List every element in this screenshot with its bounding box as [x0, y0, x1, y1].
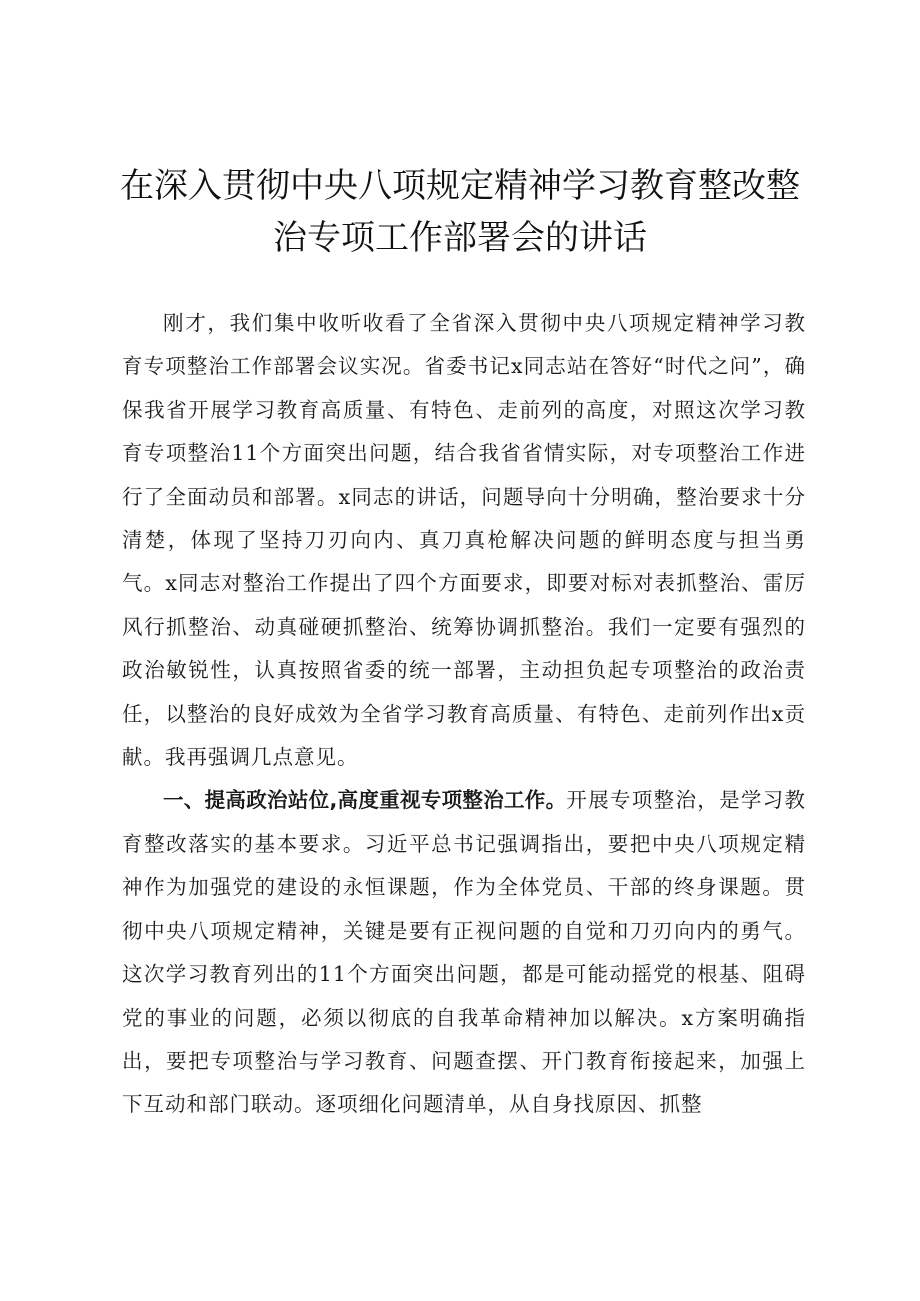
paragraph-1: [122, 302, 806, 779]
document-title: [100, 160, 820, 264]
paragraph-2: [122, 779, 806, 1126]
paragraph-2-text: 开展专项整治，是学习教育整改落实的基本要求。习近平总书记强调指出，要把中央八项规定精神作为加强党的建设的永恒课题，作为全体党员、干部的终身课题。贯彻中央八项规定精神，关键是要有正视问题的自觉和刀刃向内的勇气。这次学习教育列出的11个方面突出问题，都是可能动摇党的根基、阻碍党的事业的问题，必须以彻底的自我革命精神加以解决。x方案明确指出，要把专项整治与学习教育、问题查摆、开门教育衔接起来，加强上下互动和部门联动。逐项细化问题清单，从自身找原因、抓整: [122, 788, 806, 1117]
title-line-2: 治专项工作部署会的讲话: [273, 218, 647, 258]
title-line-1: 在深入贯彻中央八项规定精神学习教育整改整: [120, 166, 800, 206]
paragraph-1-text: 刚才，我们集中收听收看了全省深入贯彻中央八项规定精神学习教育专项整治工作部署会议实况。省委书记x同志站在答好“时代之问”，确保我省开展学习教育高质量、有特色、走前列的高度，对照这次学习教育专项整治11个方面突出问题，结合我省省情实际，对专项整治工作进行了全面动员和部署。x同志的讲话，问题导向十分明确，整治要求十分清楚，体现了坚持刀刃向内、真刀真枪解决问题的鲜明态度与担当勇气。x同志对整治工作提出了四个方面要求，即要对标对表抓整治、雷厉风行抓整治、动真碰硬抓整治、统筹协调抓整治。我们一定要有强烈的政治敏锐性，认真按照省委的统一部署，主动担负起专项整治的政治责任，以整治的良好成效为全省学习教育高质量、有特色、走前列作出x贡献。我再强调几点意见。: [122, 311, 806, 770]
document-body: [122, 302, 806, 1127]
section-heading-1: 一、提高政治站位,高度重视专项整治工作。: [163, 788, 567, 813]
